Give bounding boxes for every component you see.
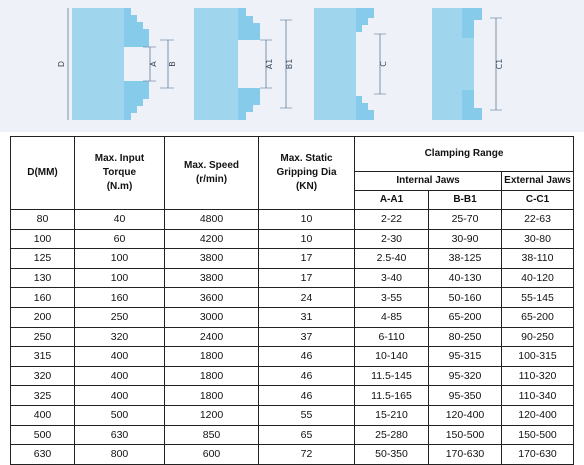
table-cell: 3000 [165, 307, 259, 327]
table-cell: 800 [75, 445, 165, 465]
table-cell: 95-320 [429, 366, 502, 386]
table-cell: 40-120 [502, 268, 574, 288]
figure-internal-jaws-a1-b1 [194, 8, 294, 120]
dim-label-c1: C1 [495, 58, 504, 70]
table-cell: 38-110 [502, 249, 574, 269]
table-cell: 400 [11, 405, 75, 425]
table-cell: 170-630 [429, 445, 502, 465]
table-cell: 400 [75, 366, 165, 386]
table-cell: 4-85 [355, 307, 429, 327]
table-cell: 315 [11, 347, 75, 367]
upper-jaw [474, 8, 482, 20]
table-cell: 11.5-165 [355, 386, 429, 406]
table-cell: 24 [259, 288, 355, 308]
table-cell: 95-315 [429, 347, 502, 367]
table-cell: 80-250 [429, 327, 502, 347]
table-cell: 120-400 [429, 405, 502, 425]
table-cell: 110-320 [502, 366, 574, 386]
figure-external-jaws-c [314, 8, 388, 120]
dim-label-b1: B1 [285, 58, 294, 70]
table-row [11, 210, 574, 230]
table-cell: 400 [75, 347, 165, 367]
table-cell: 2400 [165, 327, 259, 347]
table-row [11, 268, 574, 288]
table-cell: 80 [11, 210, 75, 230]
header-max-static-gripping: Max. Static Gripping Dia (KN) [259, 137, 355, 210]
figure-external-jaws-c1 [432, 8, 504, 120]
table-cell: 25-70 [429, 210, 502, 230]
table-cell: 30-80 [502, 229, 574, 249]
chuck-body [72, 8, 124, 120]
table-cell: 38-125 [429, 249, 502, 269]
table-cell: 65-200 [429, 307, 502, 327]
table-cell: 3-40 [355, 268, 429, 288]
header-max-speed: Max. Speed (r/min) [165, 137, 259, 210]
table-cell: 160 [75, 288, 165, 308]
table-cell: 250 [75, 307, 165, 327]
table-cell: 1800 [165, 347, 259, 367]
table-cell: 31 [259, 307, 355, 327]
table-cell: 125 [11, 249, 75, 269]
table-cell: 110-340 [502, 386, 574, 406]
table-cell: 46 [259, 366, 355, 386]
table-cell: 55-145 [502, 288, 574, 308]
header-external-jaws: External Jaws [502, 172, 574, 191]
table-cell: 170-630 [502, 445, 574, 465]
table-cell: 2-30 [355, 229, 429, 249]
dim-label-a1: A1 [265, 58, 274, 70]
chuck-body [194, 8, 238, 120]
table-cell: 4800 [165, 210, 259, 230]
chuck-jaw-diagram [0, 0, 584, 132]
table-cell: 17 [259, 268, 355, 288]
table-cell: 65-200 [502, 307, 574, 327]
table-cell: 500 [11, 425, 75, 445]
table-cell: 6-110 [355, 327, 429, 347]
lower-jaw [238, 88, 260, 120]
table-cell: 120-400 [502, 405, 574, 425]
spec-table-body [11, 210, 574, 465]
table-cell: 100 [75, 268, 165, 288]
table-row [11, 445, 574, 465]
dim-label-d: D [57, 60, 66, 68]
table-cell: 10 [259, 229, 355, 249]
table-cell: 15-210 [355, 405, 429, 425]
header-c-c1: C-C1 [502, 191, 574, 210]
table-cell: 72 [259, 445, 355, 465]
lower-jaw [356, 96, 374, 120]
table-cell: 25-280 [355, 425, 429, 445]
figure-internal-jaws-a-b [57, 8, 177, 120]
header-clamping-range: Clamping Range [355, 137, 574, 172]
table-cell: 10-140 [355, 347, 429, 367]
table-cell: 11.5-145 [355, 366, 429, 386]
table-row [11, 386, 574, 406]
table-cell: 100-315 [502, 347, 574, 367]
table-cell: 100 [11, 229, 75, 249]
table-cell: 50-350 [355, 445, 429, 465]
header-internal-jaws: Internal Jaws [355, 172, 502, 191]
table-cell: 3800 [165, 268, 259, 288]
table-cell: 150-500 [502, 425, 574, 445]
upper-jaw [356, 8, 374, 32]
chuck-body [314, 8, 356, 120]
table-cell: 10 [259, 210, 355, 230]
spec-table [10, 136, 574, 465]
dim-label-b: B [168, 61, 177, 67]
table-cell: 4200 [165, 229, 259, 249]
table-cell: 2-22 [355, 210, 429, 230]
table-row [11, 327, 574, 347]
header-a-a1: A-A1 [355, 191, 429, 210]
table-cell: 90-250 [502, 327, 574, 347]
table-cell: 46 [259, 386, 355, 406]
jaw-diagrams-svg [0, 0, 584, 132]
table-cell: 160 [11, 288, 75, 308]
upper-jaw [124, 8, 149, 47]
table-row [11, 366, 574, 386]
table-cell: 55 [259, 405, 355, 425]
table-cell: 100 [75, 249, 165, 269]
table-cell: 37 [259, 327, 355, 347]
table-cell: 22-63 [502, 210, 574, 230]
table-cell: 95-350 [429, 386, 502, 406]
table-cell: 630 [11, 445, 75, 465]
table-cell: 850 [165, 425, 259, 445]
table-cell: 17 [259, 249, 355, 269]
upper-jaw [238, 8, 260, 40]
table-cell: 3-55 [355, 288, 429, 308]
table-cell: 2.5-40 [355, 249, 429, 269]
dim-label-a: A [149, 61, 158, 67]
table-cell: 600 [165, 445, 259, 465]
table-cell: 1200 [165, 405, 259, 425]
table-row [11, 288, 574, 308]
table-cell: 325 [11, 386, 75, 406]
table-cell: 60 [75, 229, 165, 249]
table-row [11, 229, 574, 249]
table-cell: 320 [75, 327, 165, 347]
table-cell: 200 [11, 307, 75, 327]
dim-label-c: C [379, 61, 388, 67]
table-cell: 3800 [165, 249, 259, 269]
table-cell: 500 [75, 405, 165, 425]
table-cell: 1800 [165, 366, 259, 386]
header-d: D(MM) [11, 137, 75, 210]
table-cell: 40 [75, 210, 165, 230]
table-row [11, 425, 574, 445]
table-row [11, 405, 574, 425]
table-cell: 1800 [165, 386, 259, 406]
table-cell: 630 [75, 425, 165, 445]
table-cell: 46 [259, 347, 355, 367]
table-cell: 150-500 [429, 425, 502, 445]
table-row [11, 307, 574, 327]
table-cell: 65 [259, 425, 355, 445]
table-cell: 250 [11, 327, 75, 347]
table-cell: 3600 [165, 288, 259, 308]
table-cell: 50-160 [429, 288, 502, 308]
table-cell: 40-130 [429, 268, 502, 288]
table-cell: 30-90 [429, 229, 502, 249]
lower-jaw [474, 108, 482, 120]
header-max-input-torque: Max. Input Torque (N.m) [75, 137, 165, 210]
table-cell: 130 [11, 268, 75, 288]
table-row [11, 249, 574, 269]
table-cell: 400 [75, 386, 165, 406]
lower-jaw [124, 81, 149, 120]
table-row [11, 347, 574, 367]
table-cell: 320 [11, 366, 75, 386]
header-b-b1: B-B1 [429, 191, 502, 210]
